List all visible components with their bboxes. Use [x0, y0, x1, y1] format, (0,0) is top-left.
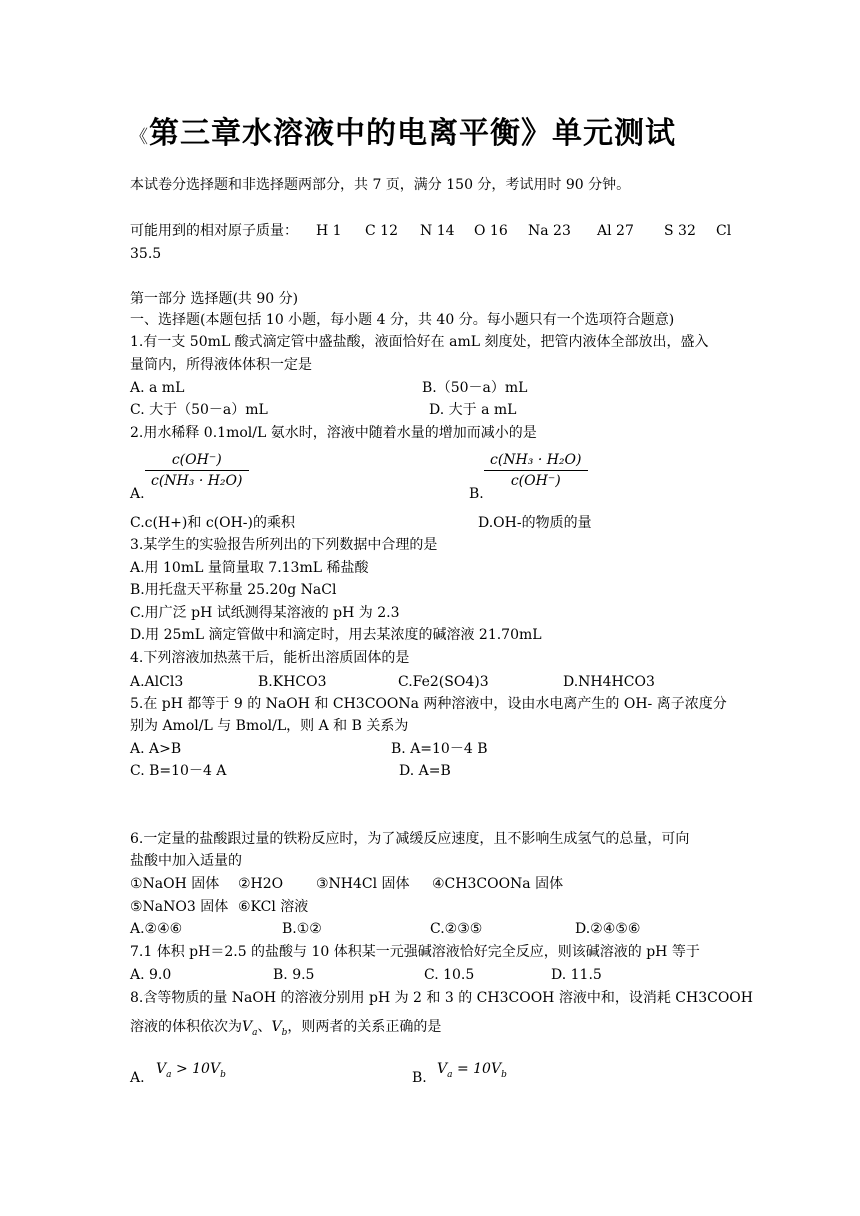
option-b: B. 9.5 — [273, 967, 315, 983]
option-c: C.c(H+)和 c(OH-)的乘积 — [130, 515, 295, 531]
fraction-b-denominator: c(OH⁻) — [510, 473, 561, 489]
atomic-mass-item: C 12 — [365, 223, 398, 239]
option-a-expression: $V_a > 10V_b$ — [156, 1061, 226, 1080]
option-c: C.Fe2(SO4)3 — [398, 674, 489, 690]
atomic-mass-item: N 14 — [420, 223, 455, 239]
option-a: A.②④⑥ — [130, 921, 183, 937]
question-stem: 1.有一支 50mL 酸式滴定管中盛盐酸，液面恰好在 amL 刻度处，把管内液体全部放出，盛入 — [130, 334, 709, 350]
title-text: 第三章水溶液中的电离平衡》单元测试 — [149, 116, 676, 151]
v-b-symbol: $V_b$ — [271, 1019, 288, 1038]
atomic-mass-item: O 16 — [474, 223, 508, 239]
question-stem: 别为 Amol/L 与 Bmol/L，则 A 和 B 关系为 — [130, 718, 409, 734]
option-c: C. B=10－4 A — [130, 763, 227, 779]
atomic-mass-item: Al 27 — [597, 223, 634, 239]
stem-text: 溶液的体积依次为 — [130, 1019, 242, 1035]
fraction-b — [484, 452, 588, 489]
atomic-mass-wrap: 35.5 — [130, 246, 162, 262]
question-stem: 2.用水稀释 0.1mol/L 氨水时，溶液中随着水量的增加而减小的是 — [130, 425, 537, 441]
choice-item: ④CH3COONa 固体 — [432, 876, 564, 892]
atomic-mass-item: S 32 — [664, 223, 696, 239]
option-c: C.②③⑤ — [430, 921, 483, 937]
option-a: A. a mL — [130, 380, 185, 396]
atomic-mass-item: Na 23 — [528, 223, 571, 239]
page-title — [130, 108, 676, 152]
choice-item: ②H2O — [238, 876, 284, 892]
atomic-masses-label: 可能用到的相对原子质量： — [130, 223, 298, 239]
option-c: C.用广泛 pH 试纸测得某溶液的 pH 为 2.3 — [130, 605, 400, 621]
fraction-b-numerator: c(NH₃ · H₂O) — [484, 452, 588, 471]
choice-item: ⑤NaNO3 固体 — [130, 899, 229, 915]
option-c: C. 大于（50－a）mL — [130, 402, 268, 418]
option-a: A.用 10mL 量筒量取 7.13mL 稀盐酸 — [130, 560, 369, 576]
option-b-label: B. — [412, 1070, 427, 1086]
question-stem: 4.下列溶液加热蒸干后，能析出溶质固体的是 — [130, 650, 410, 666]
question-stem: 6.一定量的盐酸跟过量的铁粉反应时，为了减缓反应速度，且不影响生成氢气的总量，可向 — [130, 831, 690, 847]
question-stem — [130, 1018, 441, 1042]
question-stem: 盐酸中加入适量的 — [130, 853, 242, 869]
option-c: C. 10.5 — [424, 967, 475, 983]
option-d: D.②④⑤⑥ — [575, 921, 641, 937]
option-d: D.NH4HCO3 — [563, 674, 655, 690]
option-a: A.AlCl3 — [130, 674, 184, 690]
option-a: A. 9.0 — [130, 967, 172, 983]
section-heading: 一、选择题(本题包括 10 小题，每小题 4 分，共 40 分。每小题只有一个选项符合题意) — [130, 312, 675, 328]
option-d: D. A=B — [399, 763, 451, 779]
option-b: B. A=10－4 B — [391, 741, 488, 757]
question-stem: 3.某学生的实验报告所列出的下列数据中合理的是 — [130, 537, 438, 553]
stem-text: ，则两者的关系正确的是 — [287, 1019, 442, 1035]
question-stem: 7.1 体积 pH＝2.5 的盐酸与 10 体积某一元强碱溶液恰好完全反应，则该碱溶液的 pH 等于 — [130, 944, 700, 960]
option-b: B.（50－a）mL — [422, 380, 528, 396]
option-d: D.OH-的物质的量 — [478, 515, 592, 531]
question-stem: 5.在 pH 都等于 9 的 NaOH 和 CH3COONa 两种溶液中，设由水电离产生的 OH- 离子浓度分 — [130, 696, 727, 712]
choice-item: ①NaOH 固体 — [130, 876, 220, 892]
fraction-a-numerator: c(OH⁻) — [145, 452, 249, 471]
option-b: B.用托盘天平称量 25.20g NaCl — [130, 582, 337, 598]
option-b: B.KHCO3 — [258, 674, 327, 690]
stem-separator: 、 — [257, 1019, 272, 1035]
title-open-quote: 《 — [130, 127, 149, 148]
question-stem: 8.含等物质的量 NaOH 的溶液分别用 pH 为 2 和 3 的 CH3COOH 溶液中和，设消耗 CH3COOH — [130, 990, 753, 1006]
atomic-mass-item: Cl — [716, 223, 732, 239]
v-a-symbol: $V_a$ — [242, 1019, 258, 1038]
choice-item: ⑥KCl 溶液 — [238, 899, 309, 915]
option-d: D. 11.5 — [551, 967, 602, 983]
option-b-expression: $V_a = 10V_b$ — [437, 1061, 507, 1080]
option-a-label: A. — [130, 1070, 145, 1086]
choice-item: ③NH4Cl 固体 — [316, 876, 410, 892]
option-b: B.①② — [282, 921, 322, 937]
question-stem: 量筒内，所得液体体积一定是 — [130, 357, 312, 373]
atomic-mass-item: H 1 — [316, 223, 342, 239]
fraction-a-denominator: c(NH₃ · H₂O) — [151, 473, 243, 489]
option-d: D.用 25mL 滴定管做中和滴定时，用去某浓度的碱溶液 21.70mL — [130, 627, 542, 643]
option-a-label: A. — [130, 486, 145, 502]
fraction-a — [145, 452, 249, 489]
intro-text: 本试卷分选择题和非选择题两部分，共 7 页，满分 150 分，考试用时 90 分钟。 — [130, 177, 631, 193]
option-d: D. 大于 a mL — [429, 402, 517, 418]
option-b-label: B. — [469, 486, 484, 502]
option-a: A. A>B — [130, 741, 182, 757]
part-heading: 第一部分 选择题(共 90 分) — [130, 291, 299, 307]
